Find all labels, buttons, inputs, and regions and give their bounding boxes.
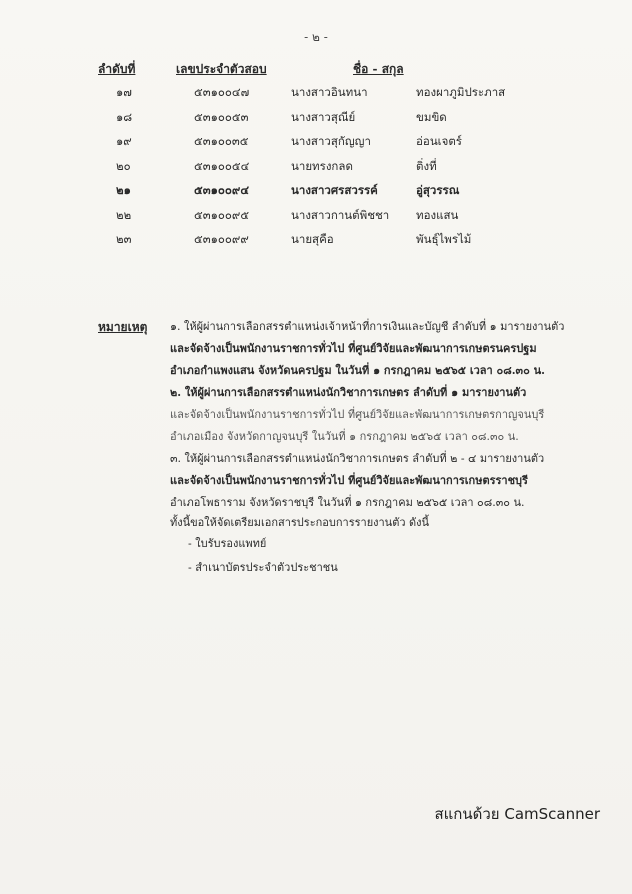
- list-item: - สำเนาบัตรประจำตัวประชาชน: [188, 561, 338, 574]
- row-last-name: พันธุ์ไพรไม้: [416, 232, 472, 246]
- note-2-line-2: และจัดจ้างเป็นพนักงานราชการทั่วไป ที่ศูนย์วิจัยและพัฒนาการเกษตรกาญจนบุรี: [170, 408, 545, 421]
- note-1-line-2: และจัดจ้างเป็นพนักงานราชการทั่วไป ที่ศูนย์วิจัยและพัฒนาการเกษตรนครปฐม: [170, 342, 537, 355]
- row-last-name: ทองผาภูมิประภาส: [416, 85, 506, 99]
- row-first-name: นางสาวอินทนา: [291, 85, 368, 99]
- table-row: [98, 155, 538, 180]
- note-2-line-3: อำเภอเมือง จังหวัดกาญจนบุรี ในวันที่ ๑ กรกฎาคม ๒๕๖๕ เวลา ๐๘.๓๐ น.: [170, 430, 519, 443]
- row-last-name: ทองแสน: [416, 207, 459, 222]
- note-3-line-3: อำเภอโพธาราม จังหวัดราชบุรี ในวันที่ ๑ กรกฎาคม ๒๕๖๕ เวลา ๐๘.๓๐ น.: [170, 496, 525, 509]
- table-header: [98, 60, 538, 80]
- note-2-line-1: ๒. ให้ผู้ผ่านการเลือกสรรตำแหน่งนักวิชาการเกษตร ลำดับที่ ๑ มารายงานตัว: [170, 386, 527, 399]
- closing-text: ทั้งนี้ขอให้จัดเตรียมเอกสารประกอบการรายงานตัว ดังนี้: [170, 516, 430, 529]
- header-exam-id: เลขประจำตัวสอบ: [176, 62, 267, 76]
- row-order: ๒๒: [116, 207, 132, 222]
- note-1-line-1: ๑. ให้ผู้ผ่านการเลือกสรรตำแหน่งเจ้าหน้าที่การเงินและบัญชี ลำดับที่ ๑ มารายงานตัว: [170, 320, 565, 333]
- row-exam-id: ๕๓๑๐๐๙๔: [194, 183, 250, 197]
- row-order: ๑๘: [116, 109, 133, 124]
- candidate-table: [98, 81, 538, 253]
- row-order: ๒๓: [116, 232, 132, 246]
- camscanner-watermark: สแกนด้วย CamScanner: [434, 805, 600, 823]
- remarks-label: หมายเหตุ: [98, 320, 148, 334]
- list-item: - ใบรับรองแพทย์: [188, 537, 267, 550]
- row-first-name: นางสาวกานต์พิชชา: [291, 207, 390, 222]
- page-number: - ๒ -: [304, 30, 328, 44]
- table-row: [98, 130, 538, 155]
- row-order: ๒๐: [116, 158, 131, 173]
- row-first-name: นางสาวสุณีย์: [291, 109, 356, 124]
- row-order: ๒๑: [116, 183, 131, 197]
- table-row: [98, 106, 538, 131]
- row-exam-id: ๕๓๑๐๐๕๔: [194, 158, 250, 173]
- row-last-name: อ่อนเจตร์: [416, 134, 462, 148]
- note-3-line-1: ๓. ให้ผู้ผ่านการเลือกสรรตำแหน่งนักวิชาการเกษตร ลำดับที่ ๒ - ๔ มารายงานตัว: [170, 452, 545, 465]
- table-row: [98, 179, 538, 204]
- row-exam-id: ๕๓๑๐๐๔๗: [194, 85, 250, 99]
- note-3-line-2: และจัดจ้างเป็นพนักงานราชการทั่วไป ที่ศูนย์วิจัยและพัฒนาการเกษตรราชบุรี: [170, 474, 528, 487]
- row-last-name: ขมขิด: [416, 109, 447, 124]
- header-order: ลำดับที่: [98, 62, 136, 76]
- row-first-name: นายทรงกลด: [291, 158, 353, 173]
- row-exam-id: ๕๓๑๐๐๓๕: [194, 134, 249, 148]
- row-exam-id: ๕๓๑๐๐๕๓: [194, 109, 249, 124]
- header-name: ชื่อ - สกุล: [353, 62, 404, 76]
- required-documents-list: [188, 532, 338, 580]
- row-first-name: นายสุคือ: [291, 232, 334, 246]
- row-exam-id: ๕๓๑๐๐๙๕: [194, 207, 250, 222]
- row-first-name: นางสาวสุกัญญา: [291, 134, 371, 148]
- row-last-name: ติ่งที่: [416, 158, 437, 173]
- table-row: [98, 228, 538, 253]
- note-1-line-3: อำเภอกำแพงแสน จังหวัดนครปฐม ในวันที่ ๑ กรกฎาคม ๒๕๖๕ เวลา ๐๘.๓๐ น.: [170, 364, 545, 377]
- table-row: [98, 204, 538, 229]
- table-row: [98, 81, 538, 106]
- row-exam-id: ๕๓๑๐๐๙๙: [194, 232, 249, 246]
- row-last-name: อู่สุวรรณ: [416, 183, 460, 197]
- row-order: ๑๙: [116, 134, 132, 148]
- remarks-notes: [170, 316, 565, 514]
- row-first-name: นางสาวศรสวรรค์: [291, 183, 378, 197]
- row-order: ๑๗: [116, 85, 132, 99]
